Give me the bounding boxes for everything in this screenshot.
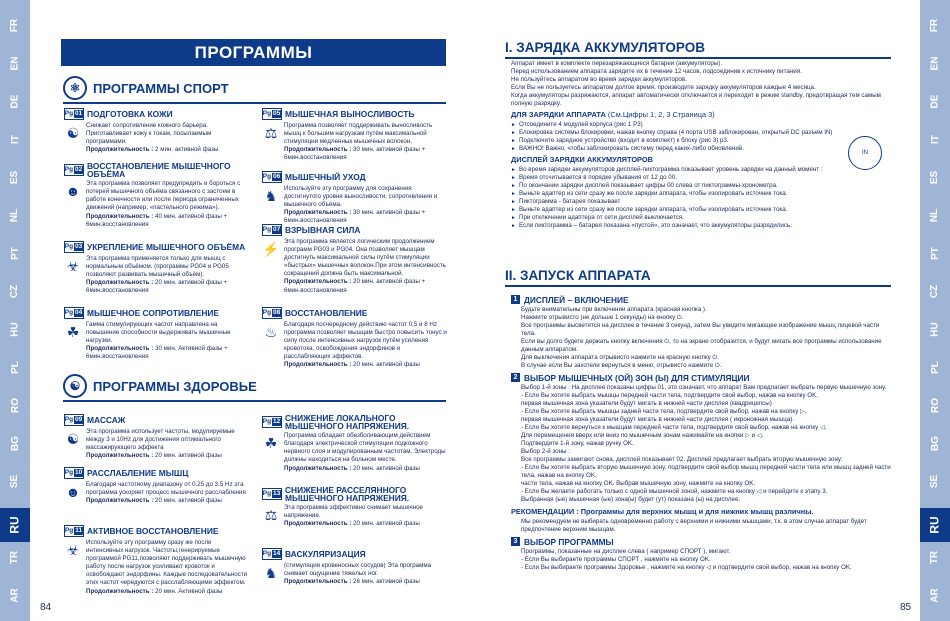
- program-header: [64, 241, 249, 253]
- program-code: 07: [273, 225, 281, 233]
- step3-number: 3: [511, 537, 520, 546]
- duration-label: Продолжительность :: [86, 146, 154, 154]
- duration-label: Продолжительность :: [284, 520, 352, 528]
- language-tab-label: EN: [9, 56, 21, 70]
- text-line: Все программы замигают снова, дисплей показывает 02. Дисплей предлагает выбрать вторую мышечную зону:: [521, 456, 843, 463]
- program-02: [64, 162, 249, 229]
- duration-label: Продолжительность :: [86, 279, 154, 287]
- language-tab-label: PL: [929, 360, 941, 374]
- text-line: Перед использованием аппарата зарядите их в течение 12 часов, подсоединив к источнику питания.: [511, 68, 802, 75]
- duration-value: 30 мин. активной фазы + 6мин.восстановления: [284, 146, 426, 162]
- text-line: Нажмите отрывисто (не дольше 1 секунды) на кнопку ⏻.: [521, 314, 684, 321]
- program-header: [64, 307, 249, 319]
- duration-label: Продолжительность :: [86, 497, 154, 505]
- text-line: Для выключения аппарата отрывисто нажмите на красную кнопку ⏻.: [521, 354, 720, 361]
- language-tab-label: PL: [9, 360, 21, 374]
- program-header: [262, 108, 447, 120]
- duration-label: Продолжительность :: [86, 345, 154, 353]
- language-tab-label: DE: [929, 94, 941, 108]
- step1-header: [511, 295, 891, 304]
- meditation-figure-icon: ☯: [63, 374, 87, 398]
- language-tab-label: RU: [928, 516, 942, 534]
- language-tab-tr[interactable]: [920, 546, 950, 568]
- program-description: Программа обладает обезболивающим действием благодаря электрической стимуляции подкожного нервного слоя и модулированным частотам. Электроды должны находиться на больном месте.: [284, 432, 446, 464]
- text-line: ► При отключении адаптера от сети дисплей выключается.: [511, 214, 891, 222]
- program-08: [262, 307, 447, 370]
- program-duration: [284, 465, 447, 473]
- duration-label: Продолжительность :: [86, 212, 154, 220]
- sport-section-title: ПРОГРАММЫ СПОРТ: [93, 80, 229, 96]
- program-description: Используйте эту программу для сохранения достигнутого уровня выносливости, сопротивления и мышечного объёма.: [284, 185, 438, 209]
- program-duration: [284, 278, 447, 294]
- program-header: [262, 486, 447, 502]
- body-figure-icon: ♨: [264, 323, 278, 340]
- program-09: [64, 414, 249, 460]
- program-code-badge: Pg 01: [64, 108, 84, 120]
- body-figure-icon: ☣: [66, 257, 80, 274]
- running-figure-icon: ⚛: [63, 76, 87, 100]
- startup-section: [511, 292, 891, 572]
- program-code-badge: Pg 12: [262, 416, 282, 428]
- program-code: 13: [273, 490, 281, 498]
- body-figure-icon: ♞: [264, 564, 278, 581]
- duration-value: 20 мин. Активной фазы: [155, 587, 223, 595]
- step3-header: [511, 537, 891, 546]
- sport-section-header: [63, 76, 446, 104]
- program-duration: [86, 279, 249, 295]
- body-figure-icon: ☣: [66, 541, 80, 558]
- body-figure-icon: ⚡: [262, 240, 280, 257]
- step2-number: 2: [511, 373, 520, 382]
- duration-value: 2 мин. активной фазы: [155, 146, 219, 154]
- language-tab-label: CZ: [929, 284, 941, 298]
- duration-label: Продолжительность :: [284, 146, 352, 154]
- charging-section-title: I. ЗАРЯДКА АККУМУЛЯТОРОВ: [505, 40, 891, 59]
- page-number-left: 84: [40, 602, 52, 613]
- program-description: Благодаря посчередному действию частот 0,5 и 8 Hz программа позволяет мышцам быстро повысить тонус и силу после интенсивных нагрузок путём усиления кровотока, освобождения эндорфинов и расслабляющих эффектов.: [284, 321, 447, 361]
- language-tab-it[interactable]: [0, 128, 30, 150]
- program-code-badge: Pg 06: [262, 171, 282, 183]
- language-tab-en[interactable]: [920, 52, 950, 74]
- program-title: МЫШЕЧНОЕ СОПРОТИВЛЕНИЕ: [87, 307, 219, 318]
- health-section-title: ПРОГРАММЫ ЗДОРОВЬЕ: [93, 378, 257, 394]
- program-header: [262, 224, 447, 236]
- program-description: Программа позволяет поддерживать выносливость мышц к большим нагрузкам путём максимальной стимуляции медленных мышечных волокон.: [284, 122, 433, 146]
- language-tab-label: SE: [9, 474, 21, 488]
- language-tab-fr[interactable]: [920, 14, 950, 36]
- startup-section-title: II. ЗАПУСК АППАРАТА: [505, 268, 891, 287]
- duration-value: 20 мин. активной фазы: [353, 520, 420, 528]
- language-tab-label: DE: [9, 94, 21, 108]
- program-code-badge: Pg 13: [262, 488, 282, 500]
- language-tab-cz[interactable]: [0, 280, 30, 302]
- program-duration: [86, 497, 249, 505]
- language-tab-de[interactable]: [0, 90, 30, 112]
- duration-value: 20 мин. активной фазы: [155, 452, 222, 460]
- language-tab-pl[interactable]: [0, 356, 30, 378]
- duration-label: Продолжительность :: [86, 452, 154, 460]
- program-title: МАССАЖ: [87, 414, 126, 425]
- program-description: Эта программа эффективно снимает мышечное напряжение.: [284, 504, 423, 520]
- program-description: Благодаря частотному диапазону от 0.25 до 3.5 Hz эта программа ускоряет процесс мышечного расслабления: [86, 481, 246, 497]
- text-line: ► Отсоедините 4 модулей корпуса (рис 1 P3): [511, 121, 891, 129]
- program-title: СНИЖЕНИЕ ЛОКАЛЬНОГО МЫШЕЧНОГО НАПРЯЖЕНИЯ.: [285, 413, 410, 432]
- page-number-right: 85: [900, 602, 912, 613]
- language-tab-se[interactable]: [0, 470, 30, 492]
- language-tab-nl[interactable]: [920, 204, 950, 226]
- text-line: Будьте внимательны при включении аппарата (красная кнопка ).: [521, 306, 707, 313]
- program-01: [64, 108, 249, 154]
- program-03: [64, 241, 249, 295]
- body-figure-icon: ☯: [66, 124, 80, 141]
- duration-label: Продолжительность :: [284, 464, 352, 472]
- body-figure-icon: ☻: [65, 483, 81, 500]
- program-code-badge: Pg 04: [64, 307, 84, 319]
- language-tab-label: TR: [9, 550, 21, 564]
- text-line: - Если Вы хотите выбрать мышцы задней части тела, подтвердите свой выбор, нажав на кнопку ▷,: [521, 408, 807, 415]
- program-code: 11: [75, 526, 83, 534]
- program-code-badge: Pg 10: [64, 467, 84, 479]
- recommendation-text: Мы рекомендуем не выбирать одновременно работу с верхними и нижними мышцами, т.к. в этом случае аппарат будет предпочтение верхним мышцам.: [521, 518, 867, 533]
- program-title: РАССЛАБЛЕНИЕ МЫШЦ: [87, 467, 189, 478]
- duration-value: 30 мин. Активной фазы + 6мин.восстановления: [86, 345, 228, 361]
- program-duration: [284, 146, 447, 162]
- program-header: [262, 171, 447, 183]
- program-title: ВАСКУЛЯРИЗАЦИЯ: [285, 548, 366, 559]
- program-duration: [284, 578, 447, 586]
- body-figure-icon: ♞: [264, 187, 278, 204]
- program-title: ВОССТАНОВЛЕНИЕ МЫШЕЧНОГО ОБЪЁМА: [87, 161, 231, 180]
- language-tab-tr[interactable]: [0, 546, 30, 568]
- text-line: ► Во время зарядки аккумуляторов дисплей-пиктограмма показывает уровень зарядки на данный момент :: [511, 166, 891, 174]
- program-title: ВЗРЫВНАЯ СИЛА: [285, 224, 361, 235]
- body-figure-icon: ☻: [65, 183, 81, 200]
- language-tab-label: ES: [929, 170, 941, 184]
- language-tab-hu[interactable]: [0, 318, 30, 340]
- language-tab-nl[interactable]: [0, 204, 30, 226]
- program-code: 12: [273, 418, 281, 426]
- step1-title: ДИСПЛЕЙ – ВКЛЮЧЕНИЕ: [524, 294, 629, 305]
- body-figure-icon: ☘: [264, 435, 278, 452]
- program-code: 09: [75, 415, 83, 423]
- language-tab-es[interactable]: [920, 166, 950, 188]
- dc-in-port-illustration: IN: [848, 136, 882, 170]
- program-12: [262, 414, 447, 473]
- health-section-header: [63, 374, 446, 402]
- language-tab-cz[interactable]: [920, 280, 950, 302]
- text-line: Если Вы не пользуетесь аппаратом долгое время, производите зарядку аккумуляторов каждые 4 месяца.: [511, 84, 816, 91]
- duration-label: Продолжительность :: [284, 361, 352, 369]
- language-tab-fr[interactable]: [0, 14, 30, 36]
- step3-title: ВЫБОР ПРОГРАММЫ: [524, 536, 614, 547]
- charging-subtitle-text: ДЛЯ ЗАРЯДКИ АППАРАТА: [511, 110, 606, 119]
- program-14: [262, 548, 447, 586]
- program-11: [64, 525, 249, 596]
- language-tab-label: RO: [929, 397, 941, 413]
- text-line: ► По окончании зарядки дисплей показывает цифры 00 слева от пиктограммы-хронометра.: [511, 182, 891, 190]
- language-tab-se[interactable]: [920, 470, 950, 492]
- program-header: [262, 548, 447, 560]
- language-tab-label: PT: [929, 246, 941, 260]
- duration-value: 20 мин. активной фазы + 6мин.восстановления: [86, 279, 228, 295]
- program-duration: [284, 520, 447, 528]
- program-06: [262, 171, 447, 225]
- duration-value: 20 мин. активной фазы: [155, 497, 222, 505]
- duration-value: 30 мин. активной фазы + 6мин.восстановления: [284, 209, 426, 225]
- language-tab-label: BG: [9, 435, 21, 451]
- program-10: [64, 467, 249, 505]
- language-tab-label: AR: [9, 587, 21, 603]
- program-code-badge: Pg 02: [64, 164, 84, 176]
- language-tab-pt[interactable]: [0, 242, 30, 264]
- program-code: 08: [273, 308, 281, 316]
- duration-label: Продолжительность :: [284, 278, 352, 286]
- language-tab-label: IT: [9, 134, 21, 144]
- language-tab-label: TR: [929, 550, 941, 564]
- text-line: - Если Вы хотите выбрать мышцы передней части тела, подтвердите свой выбор, нажав на кнопку OK,: [521, 392, 818, 399]
- text-line: Не пользуйтесь аппаратом во время зарядки аккумуляторов.: [511, 76, 687, 83]
- step2-header: [511, 373, 891, 382]
- program-title: АКТИВНОЕ ВОССТАНОВЛЕНИЕ: [87, 525, 219, 536]
- program-duration: [284, 361, 447, 369]
- program-duration: [86, 588, 249, 596]
- duration-label: Продолжительность :: [284, 209, 352, 217]
- language-tab-label: HU: [9, 321, 21, 337]
- language-tab-es[interactable]: [0, 166, 30, 188]
- language-tab-ru[interactable]: [0, 508, 30, 542]
- duration-value: 20 мин. активной фазы + 6мин.восстановления: [284, 278, 426, 294]
- text-line: первая мышечная зона указатели будут мигать в нижней части дисплея ( икроножная мышца).: [521, 416, 795, 423]
- program-header: [64, 414, 249, 426]
- text-line: ► Если пиктограмма – батарея показана «пустой», это означает, что аккумуляторы разрядились.: [511, 222, 891, 230]
- body-figure-icon: ☯: [66, 430, 80, 447]
- program-description: Эта программа является логическим продолжением программ PG03 и PG04. Она позволяет мышцам достигнуть максимальной силы путём стимуляции «быстрых» мышечных волокон.При этом интенсивность сокращений должна быть максимальной.: [284, 238, 446, 278]
- program-duration: [86, 213, 249, 229]
- program-description: Гамма стимулирующих частот направлена на повышение способности выдерживать мышечные нагрузки.: [86, 321, 231, 345]
- text-line: Все программы высветятся на дисплее в течение 3 секунд, затем Вы увидите мигающее изображение мышц лицевой части тела.: [521, 322, 880, 337]
- text-line: - Если Вы желаете работать только с одной мышечной зоной, нажмите на кнопку ◁ и перейдите к этапу 3.: [521, 488, 828, 495]
- program-13: [262, 486, 447, 528]
- program-title: МЫШЕЧНЫЙ УХОД: [285, 171, 366, 182]
- language-sidebar-right: [920, 0, 950, 621]
- program-header: [262, 307, 447, 319]
- duration-value: 20 мин. активной фазы: [353, 464, 420, 472]
- program-title: МЫШЕЧНАЯ ВЫНОСЛИВОСТЬ: [285, 108, 415, 119]
- program-code: 02: [75, 166, 83, 174]
- program-code: 04: [75, 308, 83, 316]
- program-header: [64, 467, 249, 479]
- charging-subtitle: [511, 111, 891, 119]
- program-description: Эта программа использует частоты, модулируемые между 3 и 10Hz для достижения оптимального массажирующего эффекта: [86, 428, 235, 452]
- language-tab-bg[interactable]: [0, 432, 30, 454]
- program-code-badge: Pg 09: [64, 414, 84, 426]
- text-line: Подтвердите 1-й зону, нажав ручку OK.: [521, 440, 634, 447]
- language-tab-ro[interactable]: [0, 394, 30, 416]
- program-code: 10: [75, 468, 83, 476]
- program-code: 01: [75, 109, 83, 117]
- text-line: первая мышечная зона указатели будут мигать в нижней части дисплея (квадрицепсы): [521, 400, 772, 407]
- program-04: [64, 307, 249, 361]
- text-line: Выбор 1-й зоны : На дисплее показаны цифры 01, это означает, что аппарат Вам предлагает выбрать первую мышечную зону.: [521, 384, 887, 391]
- language-tab-de[interactable]: [920, 90, 950, 112]
- program-header: [262, 414, 447, 430]
- text-line: Программы, показанные на дисплее слева ( например СПОРТ ), мигают.: [521, 548, 731, 555]
- text-line: ► Подключите зарядное устройство (входит в комплект) к блоку (рис 3) p3.: [511, 137, 891, 145]
- text-line: - Если Вы хотите вернуться к мышцам передней части тела, подтвердите свой выбор, нажав на кнопку ◁.: [521, 424, 827, 431]
- text-line: Выбранная (ые) мышечная (ые) зона(ы) будет (ут) показана (ы) на дисплее.: [521, 496, 741, 503]
- text-line: - Если Вы хотите выбрать вторую мышечную зону, подтвердите свой выбор мышц передней части тела или мышц задней части тела, нажав на кнопку OK.: [521, 464, 891, 479]
- step2-title: ВЫБОР МЫШЕЧНЫХ (ОЙ) ЗОН (Ы) ДЛЯ СТИМУЛЯЦИИ: [524, 372, 750, 383]
- language-tab-label: RO: [9, 397, 21, 413]
- text-line: ► Выньте адаптер из сети сразу же после зарядки аппарата, чтобы изолировать источник тока.: [511, 190, 891, 198]
- program-duration: [86, 345, 249, 361]
- body-figure-icon: ☘: [66, 323, 80, 340]
- program-code-badge: Pg 14: [262, 548, 282, 560]
- text-line: - Если Вы выбираете программы Здоровье , нажмите на кнопку ◁ и подтвердите свой выбор, нажав на кнопку OK.: [521, 564, 852, 571]
- text-line: ► Время отсчитывается в порядке убывания от 12 до 00.: [511, 174, 891, 182]
- language-tab-bg[interactable]: [920, 432, 950, 454]
- language-tab-pt[interactable]: [920, 242, 950, 264]
- language-tab-label: SE: [929, 474, 941, 488]
- text-line: Для перемещения вверх или вниз по мышечным зонам нажимайте на кнопки ▷ и ◁.: [521, 432, 764, 439]
- program-title: СНИЖЕНИЕ РАССЕЛЯННОГО МЫШЕЧНОГО НАПРЯЖЕНИЯ.: [285, 485, 410, 504]
- body-figure-icon: ⚖: [264, 124, 278, 141]
- language-tab-label: FR: [929, 18, 941, 32]
- charging-section: [511, 60, 891, 230]
- language-tab-label: EN: [929, 56, 941, 70]
- language-tab-label: PT: [9, 246, 21, 260]
- program-code-badge: Pg 11: [64, 525, 84, 537]
- program-code: 06: [273, 172, 281, 180]
- program-code: 14: [273, 549, 281, 557]
- program-duration: [86, 146, 249, 154]
- language-tab-ar[interactable]: [0, 584, 30, 606]
- program-05: [262, 108, 447, 162]
- text-line: Когда аккумуляторы разряжаются, аппарат автоматически отключается и переходит в режим standby, предотвращая тем самым полную разрядку.: [511, 92, 881, 107]
- duration-value: 20 мин. активной фазы: [353, 361, 420, 369]
- duration-label: Продолжительность :: [284, 578, 352, 586]
- body-figure-icon: ⚖: [264, 507, 278, 524]
- program-code-badge: Pg 08: [262, 307, 282, 319]
- duration-label: Продолжительность :: [86, 587, 154, 595]
- language-tab-ar[interactable]: [920, 584, 950, 606]
- program-code: 05: [273, 109, 281, 117]
- program-header: [64, 108, 249, 120]
- language-tab-pl[interactable]: [920, 356, 950, 378]
- language-tab-label: IT: [929, 134, 941, 144]
- text-line: ► Блокировка системы блокировки, нажав кнопку справа (4 порта USB заблокирован, открытый DC разъем IN): [511, 129, 891, 137]
- language-sidebar-left: [0, 0, 30, 621]
- text-line: ► Пиктограмма - батарея показывает: [511, 198, 891, 206]
- duration-value: 26 мин. активной фазы: [353, 578, 420, 586]
- language-tab-label: NL: [9, 208, 21, 222]
- text-line: части тела, нажав на кнопку OK. Выбрав мышечную зону, нажмите на кнопку OK.: [521, 480, 756, 487]
- language-tab-label: AR: [929, 587, 941, 603]
- program-code-badge: Pg 05: [262, 108, 282, 120]
- language-tab-label: BG: [929, 435, 941, 451]
- program-description: Используйте эту программу сразу же после интенсивных нагрузок. Частоты,генерируемые программой PG11,позволяют поддерживать мышечную работу после нагрузок усиливают кровоток и освобождают эндорфины. Каждые последовательности этих частот чередуются с расслабляющими эффектом.: [86, 539, 248, 587]
- program-title: УКРЕПЛЕНИЕ МЫШЕЧНОГО ОБЪЁМА: [87, 241, 246, 252]
- program-code-badge: Pg 03: [64, 241, 84, 253]
- program-description: Эта программа применяется только для мышц с нормальным объёмом. (программы PG04 и PG05 позволяют развивать мышечный объём).: [86, 255, 229, 279]
- program-header: [64, 162, 249, 178]
- language-tab-label: ES: [9, 170, 21, 184]
- program-code-badge: Pg 07: [262, 224, 282, 236]
- text-line: Выбор 2-й зоны :: [521, 448, 570, 455]
- language-tab-ru[interactable]: [920, 508, 950, 542]
- language-tab-label: CZ: [9, 284, 21, 298]
- program-description: Снижает сопротивление кожного барьера. Приготавливает кожу к токам, посылаемым программами.: [86, 122, 212, 146]
- text-line: - Если Вы выбираете программы СПОРТ , нажмите на кнопку OK.: [521, 556, 711, 563]
- text-line: Аппарат имеет в комплекте перезаряжающиеся батареи (аккумуляторы).: [511, 60, 723, 67]
- program-duration: [86, 452, 249, 460]
- charging-display-subtitle: ДИСПЛЕЙ ЗАРЯДКИ АККУМУЛЯТОРОВ: [511, 155, 653, 164]
- text-line: Если вы долго будете держать кнопку включения ⏻, то на экране отобразится, и будут мигать все программы использование данным аппаратом.: [521, 338, 882, 353]
- recommendation: РЕКОМЕНДАЦИИ : Программы для верхних мышц и для нижних мышц различны.: [511, 507, 814, 516]
- program-code: 03: [75, 242, 83, 250]
- text-line: ► Выньте адаптер из сети сразу же после зарядки аппарата, чтобы изолировать источник тока.: [511, 206, 891, 214]
- page-title: ПРОГРАММЫ: [61, 39, 446, 66]
- language-tab-label: NL: [929, 208, 941, 222]
- language-tab-label: HU: [929, 321, 941, 337]
- language-tab-label: RU: [8, 516, 22, 534]
- language-tab-it[interactable]: [920, 128, 950, 150]
- step1-number: 1: [511, 295, 520, 304]
- program-header: [64, 525, 249, 537]
- language-tab-label: FR: [9, 18, 21, 32]
- language-tab-en[interactable]: [0, 52, 30, 74]
- program-title: ВОССТАНОВЛЕНИЕ: [285, 307, 368, 318]
- program-07: [262, 224, 447, 295]
- text-line: В случае если Вы захотели вернуться в меню, отрывисто нажмите ⏻.: [521, 362, 722, 369]
- duration-value: 40 мин. активной фазы + 6мин.восстановления: [86, 212, 228, 228]
- program-description: (стимуляция кровеносных сосудов) Эта программа снимает ощущение тяжелых ног.: [284, 562, 432, 578]
- language-tab-ro[interactable]: [920, 394, 950, 416]
- program-title: ПОДГОТОВКА КОЖИ: [87, 108, 173, 119]
- text-line: ► ВАЖНО! Важно, чтобы заблокировать систему перед каких-либо обновлений.: [511, 145, 891, 153]
- program-description: Эта программа позволяет предупредить и бороться с потерей мышечного объёма связанного с застоем в работе конечности или после периода ограниченных движений (например, «пастельного режима»).: [86, 180, 241, 212]
- charging-subtitle-ref: (См.Цифры 1, 2, 3 Страница 3): [607, 110, 715, 119]
- language-tab-hu[interactable]: [920, 318, 950, 340]
